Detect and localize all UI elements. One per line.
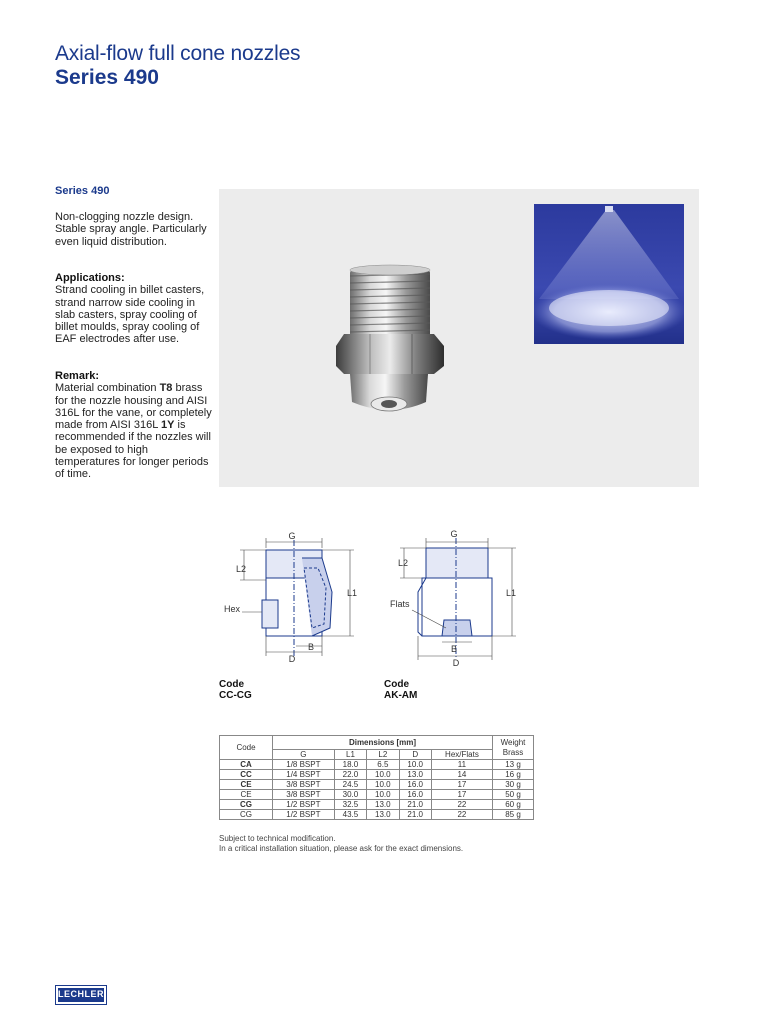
col-dimensions-header: Dimensions [mm] [273,736,493,750]
cell-d: 16.0 [399,780,431,790]
cell-code: CA [220,760,273,770]
code-value-left: CC-CG [219,690,252,701]
table-row [220,770,534,780]
table-row [220,800,534,810]
code-heading-right: Code [384,679,409,690]
lechler-logo [55,985,107,1005]
remark-part3: is recommended if the nozzles will be exposed to high temperatures for longer periods of time. [55,419,211,481]
cell-l1: 24.5 [334,780,366,790]
left-label-hex: Hex [224,604,241,614]
cell-weight: 13 g [493,760,534,770]
series-title: Series 490 [55,66,159,89]
right-label-flats: Flats [390,599,410,609]
cell-hex: 22 [431,800,492,810]
cell-code: CE [220,780,273,790]
remark-text [55,382,215,480]
right-label-b: B [450,644,458,654]
cell-weight: 16 g [493,770,534,780]
table-row [220,810,534,820]
cell-code: CE [220,790,273,800]
cell-g: 1/8 BSPT [273,760,335,770]
applications-heading: Applications: [55,272,125,284]
cell-l2: 10.0 [367,780,399,790]
note-line-1: Subject to technical modification. [219,834,336,843]
table-row [220,790,534,800]
col-code-header: Code [220,736,273,760]
code-label-right [384,679,417,701]
cell-g: 3/8 BSPT [273,790,335,800]
col-weight-header: Weight Brass [493,736,534,760]
cell-hex: 14 [431,770,492,780]
left-label-d: D [288,654,296,664]
note-line-2: In a critical installation situation, please ask for the exact dimensions. [219,844,464,853]
drawing-ak-am [386,528,526,668]
dimensions-table [219,735,534,820]
right-label-g: G [450,529,458,539]
sub-hex: Hex/Flats [431,750,492,760]
drawing-cc-cg [222,528,362,668]
cell-code: CC [220,770,273,780]
cell-l2: 10.0 [367,770,399,780]
page-title: Axial-flow full cone nozzles [55,42,301,65]
cell-l1: 43.5 [334,810,366,820]
left-label-l1: L1 [347,588,358,598]
sub-l2: L2 [367,750,399,760]
cell-hex: 17 [431,790,492,800]
sub-d: D [399,750,431,760]
footnotes [219,834,463,854]
cell-l2: 10.0 [367,790,399,800]
remark-part1: Material combination [55,382,160,395]
left-label-g: G [288,531,296,541]
cell-l1: 22.0 [334,770,366,780]
code-label-left [219,679,252,701]
cell-weight: 50 g [493,790,534,800]
cell-l1: 32.5 [334,800,366,810]
code-heading-left: Code [219,679,244,690]
cell-d: 10.0 [399,760,431,770]
left-label-b: B [308,642,315,652]
cell-l2: 6.5 [367,760,399,770]
cell-g: 3/8 BSPT [273,780,335,790]
cell-g: 1/2 BSPT [273,800,335,810]
cell-g: 1/2 BSPT [273,810,335,820]
remark-heading: Remark: [55,370,100,382]
sidebar-series-heading: Series 490 [55,185,110,197]
cell-l1: 30.0 [334,790,366,800]
right-label-l2: L2 [398,558,409,568]
cell-d: 13.0 [399,770,431,780]
cell-d: 21.0 [399,800,431,810]
table-row [220,760,534,770]
applications-block [55,272,215,346]
cell-weight: 30 g [493,780,534,790]
sub-g: G [273,750,335,760]
cell-d: 21.0 [399,810,431,820]
remark-part2: brass for the nozzle housing and AISI 316L for the vane, or completely made from AISI 316L [55,382,212,432]
cell-weight: 85 g [493,810,534,820]
nozzle-photo [330,262,448,422]
remark-t8: T8 [159,382,173,395]
right-label-d: D [452,658,460,668]
cell-l2: 13.0 [367,810,399,820]
remark-1y: 1Y [160,419,175,432]
cell-l1: 18.0 [334,760,366,770]
cell-hex: 22 [431,810,492,820]
intro-text: Non-clogging nozzle design. Stable spray angle. Particularly even liquid distribution. [55,211,207,248]
applications-text: Strand cooling in billet casters, strand narrow side cooling in slab casters, spray cooling of billet moulds, spray cooling of EAF electrodes after use. [55,284,205,346]
sub-l1: L1 [334,750,366,760]
code-value-right: AK-AM [384,690,418,701]
spray-pattern-image [534,204,684,344]
cell-code: CG [220,810,273,820]
table-row [220,780,534,790]
cell-hex: 11 [431,760,492,770]
cell-hex: 17 [431,780,492,790]
left-label-l2: L2 [236,564,247,574]
cell-l2: 13.0 [367,800,399,810]
cell-d: 16.0 [399,790,431,800]
cell-weight: 60 g [493,800,534,810]
remark-block [55,370,215,481]
right-label-l1: L1 [506,588,517,598]
cell-code: CG [220,800,273,810]
logo-text: LECHLER [58,988,104,1002]
cell-g: 1/4 BSPT [273,770,335,780]
